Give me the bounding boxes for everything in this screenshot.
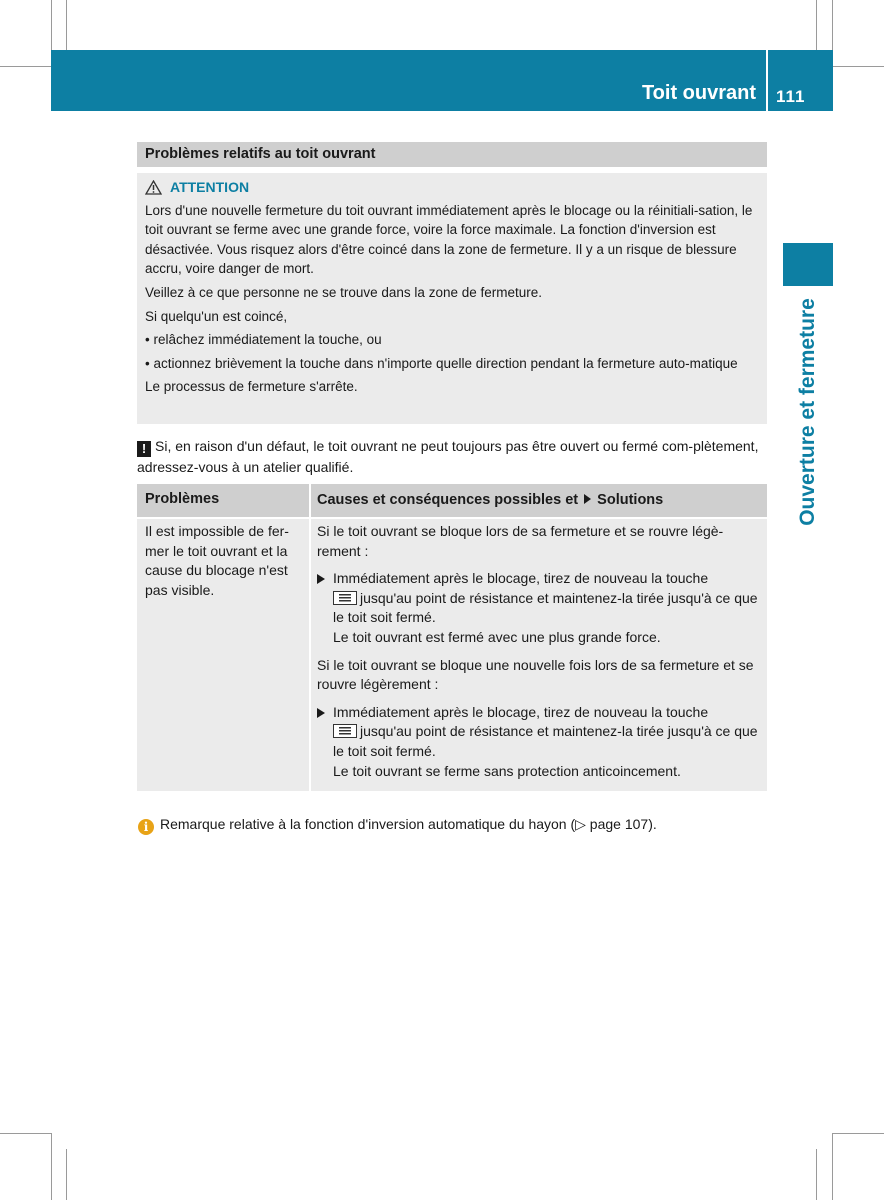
step-arrow-icon: [317, 708, 325, 718]
warning-bullet-text: relâchez immédiatement la touche, ou: [153, 332, 382, 348]
page-reference-link[interactable]: page 107: [589, 816, 649, 832]
page-number: 111: [776, 87, 806, 106]
warning-paragraph: Lors d'une nouvelle fermeture du toit ouvrant immédiatement après le blocage ou la réinitiali-sation, le toit ouvrant se ferme avec une grande force, voire la force maximale. La fonction d'inversion est désactivée. Vous risquez alors d'être coincé dans la zone de fermeture. Il y a un risque de blessure accru, voire danger de mort.: [145, 202, 753, 277]
crop-mark: [51, 1133, 52, 1200]
warning-paragraph: Si quelqu'un est coincé,: [145, 308, 288, 324]
page-title: Toit ouvrant: [641, 82, 756, 104]
info-text-end: ).: [648, 816, 657, 832]
table-header-causes-text: Causes et conséquences possibles et: [317, 492, 579, 508]
warning-triangle-icon: [145, 180, 162, 195]
warning-bullet: • actionnez brièvement la touche dans n'importe quelle direction pendant la fermeture auto-matique: [145, 355, 738, 371]
arrow-right-icon: [584, 494, 591, 504]
page-ref-arrow-icon: ▷: [575, 816, 590, 832]
damage-note-text: Si, en raison d'un défaut, le toit ouvrant ne peut toujours pas être ouvert ou fermé com-plètement, adressez-vous à un atelier qualifié.: [137, 438, 759, 475]
step-text: jusqu'au point de résistance et maintenez-la tirée jusqu'à ce que le toit soit fermé.: [333, 723, 758, 759]
step-text: jusqu'au point de résistance et maintenez-la tirée jusqu'à ce que le toit soit fermé.: [333, 589, 758, 626]
crop-mark: [832, 0, 833, 50]
sunroof-switch-icon: [333, 724, 357, 738]
warning-box: [137, 173, 767, 424]
troubleshooting-table: [137, 484, 767, 792]
info-note: [138, 814, 657, 835]
section-title: Problèmes relatifs au toit ouvrant: [137, 142, 767, 167]
crop-mark: [833, 1133, 884, 1134]
info-icon: i: [138, 819, 154, 835]
crop-mark: [816, 1149, 817, 1200]
crop-mark: [0, 66, 51, 67]
solution-step: [317, 569, 761, 647]
warning-heading-text: ATTENTION: [170, 179, 250, 195]
crop-mark: [816, 0, 817, 50]
info-text: Remarque relative à la fonction d'inversion automatique du hayon (: [160, 816, 576, 832]
step-arrow-icon: [317, 574, 325, 584]
damage-note: [137, 436, 765, 477]
warning-bullet-text: actionnez brièvement la touche dans n'importe quelle direction pendant la fermeture auto-matique: [153, 355, 738, 371]
crop-mark: [832, 1133, 833, 1200]
side-tab-marker: [783, 243, 833, 286]
table-header-solutions-text: Solutions: [597, 492, 664, 508]
warning-paragraph: Veillez à ce que personne ne se trouve dans la zone de fermeture.: [145, 284, 543, 300]
exclamation-icon: !: [137, 441, 151, 457]
warning-bullet: • relâchez immédiatement la touche, ou: [145, 332, 382, 348]
cause-text: Si le toit ouvrant se bloque une nouvelle fois lors de sa fermeture et se rouvre légèrement :: [317, 656, 754, 693]
step-result-text: Le toit ouvrant est fermé avec une plus grande force.: [333, 628, 661, 645]
warning-paragraph: Le processus de fermeture s'arrête.: [145, 379, 358, 395]
table-header-causes: [311, 484, 767, 517]
step-text: Immédiatement après le blocage, tirez de nouveau la touche: [333, 703, 709, 720]
table-cell-solution: [311, 519, 767, 791]
cause-text: Si le toit ouvrant se bloque lors de sa fermeture et se rouvre légè-rement :: [317, 523, 724, 559]
crop-mark: [66, 0, 67, 50]
crop-mark: [833, 66, 884, 67]
sunroof-switch-icon: [333, 591, 357, 605]
step-result-text: Le toit ouvrant se ferme sans protection anticoincement.: [333, 762, 681, 779]
crop-mark: [51, 0, 52, 50]
crop-mark: [66, 1149, 67, 1200]
table-cell-problem: Il est impossible de fer-mer le toit ouvrant et la cause du blocage n'est pas visible.: [137, 519, 309, 791]
table-header-problems: Problèmes: [137, 484, 309, 517]
crop-mark: [0, 1133, 51, 1134]
side-tab-label: Ouverture et fermeture: [796, 298, 819, 526]
header-divider: [766, 50, 768, 111]
solution-step: [317, 703, 761, 781]
warning-heading: [145, 178, 759, 198]
step-text: Immédiatement après le blocage, tirez de nouveau la touche: [333, 570, 709, 587]
